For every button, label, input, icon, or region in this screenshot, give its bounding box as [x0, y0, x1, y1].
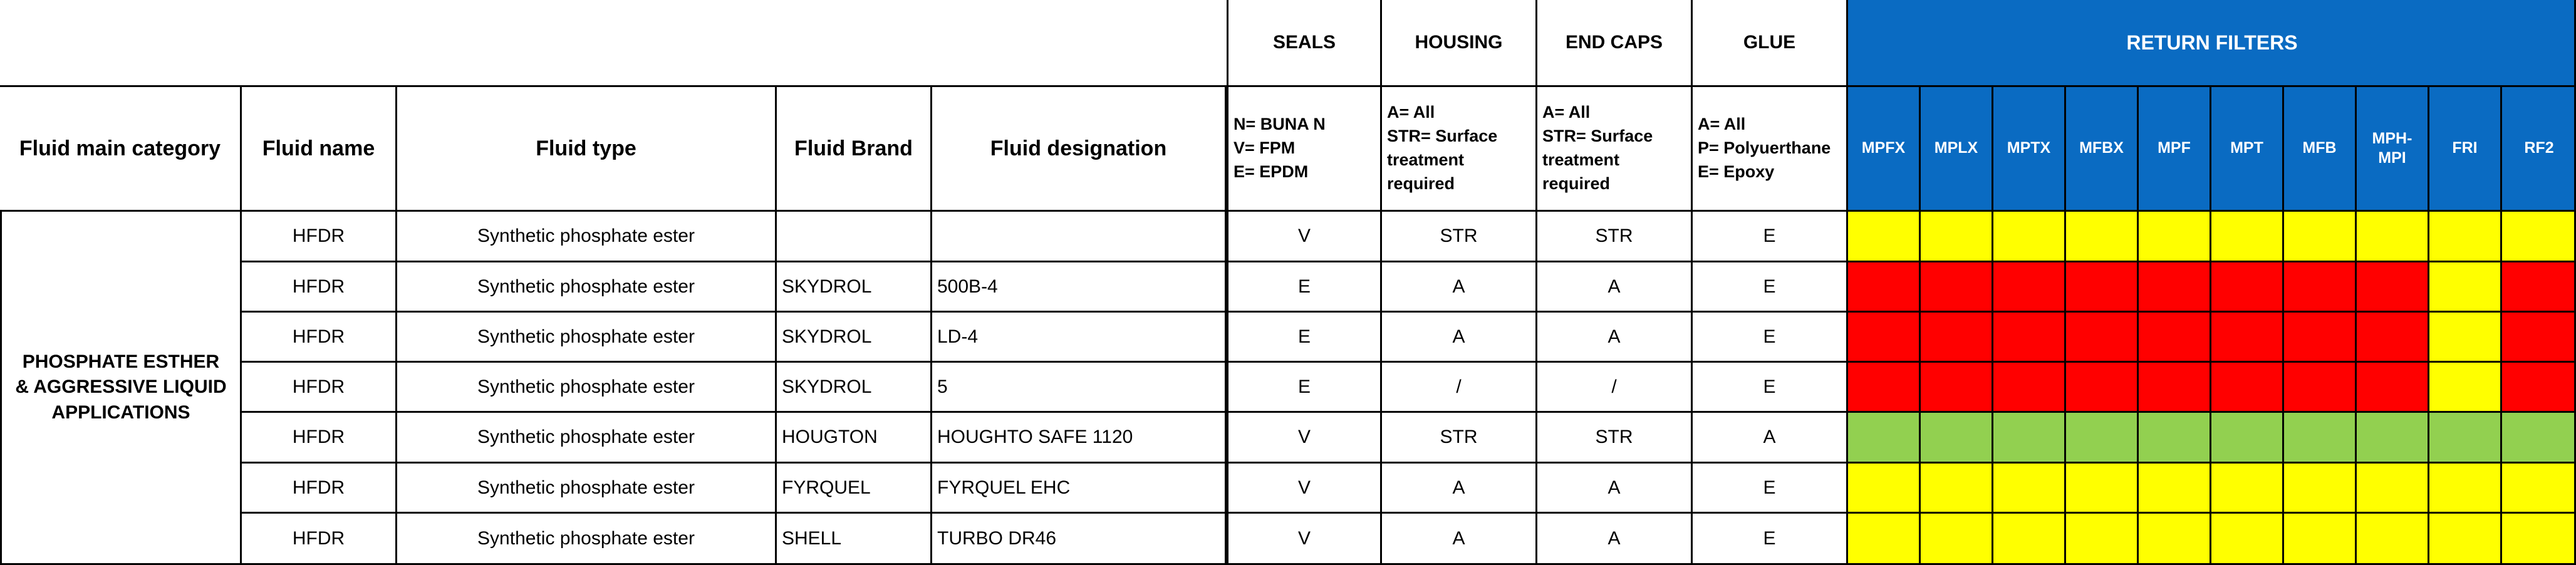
group-header-glue: [1693, 0, 1848, 87]
filter-status-cell: [2502, 212, 2576, 262]
group-header-label: HOUSING: [1415, 32, 1503, 53]
filter-status-cell: [1921, 413, 1993, 464]
legend-housing: [1382, 87, 1537, 212]
legend-text: A= All P= Polyuerthane E= Epoxy: [1698, 115, 1831, 181]
fluid-type-cell: [397, 212, 777, 262]
filter-status-cell: [1993, 313, 2066, 363]
filter-status-cell: [1993, 212, 2066, 262]
fluid-name-cell-text: HFDR: [292, 376, 345, 397]
end-caps-cell-text: A: [1607, 527, 1621, 549]
housing-cell: [1382, 514, 1537, 565]
fluid-brand-cell: [777, 212, 932, 262]
filter-header-label: MPLX: [1934, 139, 1978, 157]
group-header-label: SEALS: [1272, 32, 1336, 53]
fluid-name-cell: [242, 413, 397, 464]
fluid-type-cell: [397, 313, 777, 363]
filter-status-cell: [1993, 464, 2066, 514]
filter-status-cell: [2066, 313, 2139, 363]
fluid-brand-cell: [777, 262, 932, 313]
filter-status-cell: [2139, 262, 2211, 313]
seals-cell-text: E: [1297, 376, 1311, 397]
filter-status-cell: [1993, 514, 2066, 565]
fluid-name-cell: [242, 313, 397, 363]
housing-cell-text: STR: [1440, 427, 1478, 448]
fluid-brand-cell: [777, 413, 932, 464]
housing-cell: [1382, 262, 1537, 313]
filter-status-cell: [2211, 363, 2284, 413]
group-header-end-caps: [1537, 0, 1693, 87]
filter-status-cell: [2357, 413, 2429, 464]
filter-header-label: FRI: [2452, 139, 2478, 157]
glue-cell-text: E: [1763, 326, 1776, 347]
filter-status-cell: [2066, 413, 2139, 464]
filter-status-cell: [1993, 363, 2066, 413]
legend-text: A= All STR= Surface treatment required: [1387, 103, 1498, 193]
filter-status-cell: [2066, 262, 2139, 313]
fluid-designation-cell-text: HOUGHTO SAFE 1120: [937, 427, 1133, 448]
filter-status-cell: [1921, 514, 1993, 565]
fluid-designation-cell: [932, 413, 1227, 464]
fluid-brand-cell-text: SKYDROL: [782, 376, 872, 397]
filter-status-cell: [2284, 363, 2357, 413]
fluid-type-cell-text: Synthetic phosphate ester: [477, 326, 695, 347]
fluid-brand-cell-text: SHELL: [782, 527, 842, 549]
fluid-designation-cell-text: FYRQUEL EHC: [937, 477, 1071, 498]
end-caps-cell-text: STR: [1595, 427, 1633, 448]
fluid-type-cell-text: Synthetic phosphate ester: [477, 527, 695, 549]
fluid-brand-cell-text: FYRQUEL: [782, 477, 871, 498]
filter-status-cell: [1921, 313, 1993, 363]
filter-status-cell: [2284, 313, 2357, 363]
filter-header: [2502, 87, 2576, 212]
legend-glue: [1693, 87, 1848, 212]
filter-status-cell: [2211, 262, 2284, 313]
fluid-name-cell-text: HFDR: [292, 276, 345, 297]
filter-status-cell: [2502, 464, 2576, 514]
column-header-fluid-designation: [932, 85, 1227, 212]
end-caps-cell: [1537, 464, 1693, 514]
filter-status-cell: [2429, 464, 2502, 514]
fluid-designation-cell-text: 500B-4: [937, 276, 998, 297]
filter-status-cell: [2357, 212, 2429, 262]
glue-cell: [1693, 413, 1848, 464]
group-header-label: GLUE: [1743, 32, 1796, 53]
filter-status-cell: [2429, 313, 2502, 363]
legend-text: A= All STR= Surface treatment required: [1542, 103, 1653, 193]
seals-cell: [1227, 514, 1382, 565]
fluid-type-cell: [397, 363, 777, 413]
fluid-type-cell-text: Synthetic phosphate ester: [477, 477, 695, 498]
fluid-name-cell-text: HFDR: [292, 527, 345, 549]
fluid-designation-cell: [932, 212, 1227, 262]
housing-cell-text: A: [1452, 477, 1465, 498]
glue-cell: [1693, 313, 1848, 363]
fluid-designation-cell-text: TURBO DR46: [937, 527, 1057, 549]
filter-status-cell: [1993, 262, 2066, 313]
filter-status-cell: [2066, 212, 2139, 262]
filter-status-cell: [2139, 464, 2211, 514]
fluid-name-cell: [242, 363, 397, 413]
filter-status-cell: [2502, 413, 2576, 464]
category-label: PHOSPHATE ESTHER & AGGRESSIVE LIQUID APPLICATIONS: [15, 351, 227, 423]
filter-status-cell: [2211, 212, 2284, 262]
fluid-name-cell-text: HFDR: [292, 225, 345, 247]
column-header-label: Fluid name: [262, 136, 375, 160]
legend-text: N= BUNA N V= FPM E= EPDM: [1233, 115, 1326, 181]
seals-cell-text: V: [1297, 477, 1311, 498]
filter-status-cell: [1921, 464, 1993, 514]
seals-cell-text: V: [1297, 225, 1311, 247]
housing-cell: [1382, 313, 1537, 363]
filter-header: [1848, 87, 1921, 212]
filter-status-cell: [1921, 363, 1993, 413]
filter-status-cell: [1848, 363, 1921, 413]
fluid-type-cell: [397, 413, 777, 464]
seals-cell: [1227, 262, 1382, 313]
column-header-fluid-main-category: [0, 85, 242, 212]
seals-cell: [1227, 212, 1382, 262]
fluid-brand-cell: [777, 464, 932, 514]
housing-cell-text: A: [1452, 276, 1465, 297]
glue-cell-text: E: [1763, 477, 1776, 498]
filter-status-cell: [1848, 514, 1921, 565]
filter-header-label: MPF: [2158, 139, 2191, 157]
filter-header-label: MFBX: [2079, 139, 2124, 157]
filter-status-cell: [2284, 262, 2357, 313]
filter-status-cell: [2502, 363, 2576, 413]
glue-cell-text: A: [1763, 427, 1776, 448]
filter-status-cell: [2429, 413, 2502, 464]
fluid-brand-cell: [777, 363, 932, 413]
filter-status-cell: [1848, 413, 1921, 464]
glue-cell: [1693, 212, 1848, 262]
filter-status-cell: [2066, 514, 2139, 565]
fluid-designation-cell: [932, 313, 1227, 363]
fluid-designation-cell: [932, 464, 1227, 514]
column-header-fluid-type: [397, 85, 777, 212]
filter-status-cell: [2211, 413, 2284, 464]
filter-status-cell: [1993, 413, 2066, 464]
filter-status-cell: [1921, 212, 1993, 262]
filter-status-cell: [2357, 514, 2429, 565]
filter-status-cell: [1848, 313, 1921, 363]
filter-status-cell: [2284, 514, 2357, 565]
glue-cell: [1693, 464, 1848, 514]
housing-cell: [1382, 363, 1537, 413]
housing-cell-text: A: [1452, 326, 1465, 347]
filter-header: [2211, 87, 2284, 212]
filter-header: [1993, 87, 2066, 212]
end-caps-cell-text: A: [1607, 477, 1621, 498]
fluid-brand-cell-text: SKYDROL: [782, 276, 872, 297]
filter-status-cell: [2429, 363, 2502, 413]
housing-cell: [1382, 464, 1537, 514]
filter-status-cell: [1848, 212, 1921, 262]
end-caps-cell: [1537, 363, 1693, 413]
filter-status-cell: [2357, 363, 2429, 413]
glue-cell-text: E: [1763, 225, 1776, 247]
fluid-name-cell: [242, 514, 397, 565]
filter-status-cell: [2211, 464, 2284, 514]
legend-end-caps: [1537, 87, 1693, 212]
end-caps-cell-text: A: [1607, 276, 1621, 297]
end-caps-cell: [1537, 262, 1693, 313]
glue-cell-text: E: [1763, 276, 1776, 297]
return-filters-header: [1848, 0, 2576, 87]
seals-cell-text: V: [1297, 427, 1311, 448]
return-filters-label: RETURN FILTERS: [2126, 31, 2298, 54]
filter-status-cell: [2211, 313, 2284, 363]
fluid-name-cell: [242, 464, 397, 514]
group-header-seals: [1227, 0, 1382, 87]
fluid-name-cell-text: HFDR: [292, 477, 345, 498]
filter-status-cell: [2502, 313, 2576, 363]
filter-status-cell: [2284, 212, 2357, 262]
filter-status-cell: [2357, 464, 2429, 514]
filter-header: [2066, 87, 2139, 212]
fluid-type-cell-text: Synthetic phosphate ester: [477, 427, 695, 448]
end-caps-cell-text: A: [1607, 326, 1621, 347]
filter-header-label: MPTX: [2007, 139, 2051, 157]
fluid-type-cell-text: Synthetic phosphate ester: [477, 376, 695, 397]
seals-cell: [1227, 413, 1382, 464]
fluid-type-cell: [397, 514, 777, 565]
filter-status-cell: [2211, 514, 2284, 565]
filter-status-cell: [2357, 262, 2429, 313]
filter-header: [2139, 87, 2211, 212]
group-header-housing: [1382, 0, 1537, 87]
filter-status-cell: [2502, 262, 2576, 313]
column-header-label: Fluid Brand: [794, 136, 913, 160]
filter-status-cell: [2139, 313, 2211, 363]
group-header-label: END CAPS: [1565, 32, 1663, 53]
filter-status-cell: [2502, 514, 2576, 565]
fluid-brand-cell: [777, 514, 932, 565]
filter-status-cell: [2066, 363, 2139, 413]
fluid-brand-cell: [777, 313, 932, 363]
column-header-fluid-name: [242, 85, 397, 212]
fluid-type-cell: [397, 464, 777, 514]
glue-cell: [1693, 262, 1848, 313]
fluid-type-cell-text: Synthetic phosphate ester: [477, 225, 695, 247]
seals-cell-text: E: [1297, 326, 1311, 347]
column-header-label: Fluid main category: [19, 136, 221, 160]
filter-status-cell: [2139, 212, 2211, 262]
fluid-brand-cell-text: HOUGTON: [782, 427, 878, 448]
filter-header: [2357, 87, 2429, 212]
fluid-name-cell-text: HFDR: [292, 427, 345, 448]
filter-status-cell: [2429, 212, 2502, 262]
housing-cell-text: STR: [1440, 225, 1478, 247]
filter-header: [1921, 87, 1993, 212]
glue-cell: [1693, 514, 1848, 565]
end-caps-cell: [1537, 313, 1693, 363]
fluid-designation-cell: [932, 514, 1227, 565]
seals-cell: [1227, 313, 1382, 363]
filter-status-cell: [2284, 464, 2357, 514]
housing-cell-text: /: [1456, 376, 1462, 397]
filter-status-cell: [2139, 363, 2211, 413]
fluid-name-cell-text: HFDR: [292, 326, 345, 347]
fluid-designation-cell-text: LD-4: [937, 326, 979, 347]
legend-seals: [1227, 87, 1382, 212]
seals-cell-text: E: [1297, 276, 1311, 297]
end-caps-cell: [1537, 212, 1693, 262]
column-header-label: Fluid type: [536, 136, 636, 160]
filter-header: [2429, 87, 2502, 212]
filter-header: [2284, 87, 2357, 212]
filter-status-cell: [2357, 313, 2429, 363]
end-caps-cell-text: /: [1611, 376, 1617, 397]
filter-status-cell: [2429, 514, 2502, 565]
filter-header-label: MPH- MPI: [2372, 129, 2412, 167]
glue-cell-text: E: [1763, 376, 1776, 397]
filter-status-cell: [1848, 464, 1921, 514]
fluid-designation-cell-text: [932, 212, 1225, 261]
fluid-name-cell: [242, 262, 397, 313]
filter-header-label: MPT: [2230, 139, 2263, 157]
seals-cell: [1227, 464, 1382, 514]
filter-status-cell: [2139, 413, 2211, 464]
end-caps-cell: [1537, 413, 1693, 464]
seals-cell: [1227, 363, 1382, 413]
end-caps-cell: [1537, 514, 1693, 565]
filter-status-cell: [2066, 464, 2139, 514]
fluid-type-cell: [397, 262, 777, 313]
filter-status-cell: [1921, 262, 1993, 313]
fluid-brand-cell-text: SKYDROL: [782, 326, 872, 347]
filter-header-label: MFB: [2302, 139, 2337, 157]
fluid-name-cell: [242, 212, 397, 262]
filter-status-cell: [1848, 262, 1921, 313]
filter-header-label: RF2: [2524, 139, 2554, 157]
fluid-designation-cell: [932, 363, 1227, 413]
filter-status-cell: [2139, 514, 2211, 565]
housing-cell: [1382, 212, 1537, 262]
fluid-designation-cell-text: 5: [937, 376, 948, 397]
fluid-brand-cell-text: [777, 212, 930, 261]
end-caps-cell-text: STR: [1595, 225, 1633, 247]
glue-cell: [1693, 363, 1848, 413]
category-cell: [0, 212, 242, 565]
housing-cell: [1382, 413, 1537, 464]
filter-status-cell: [2284, 413, 2357, 464]
glue-cell-text: E: [1763, 527, 1776, 549]
fluid-designation-cell: [932, 262, 1227, 313]
housing-cell-text: A: [1452, 527, 1465, 549]
column-header-label: Fluid designation: [990, 136, 1167, 160]
fluid-type-cell-text: Synthetic phosphate ester: [477, 276, 695, 297]
seals-cell-text: V: [1297, 527, 1311, 549]
filter-header-label: MPFX: [1861, 139, 1906, 157]
filter-status-cell: [2429, 262, 2502, 313]
column-header-fluid-brand: [777, 85, 932, 212]
